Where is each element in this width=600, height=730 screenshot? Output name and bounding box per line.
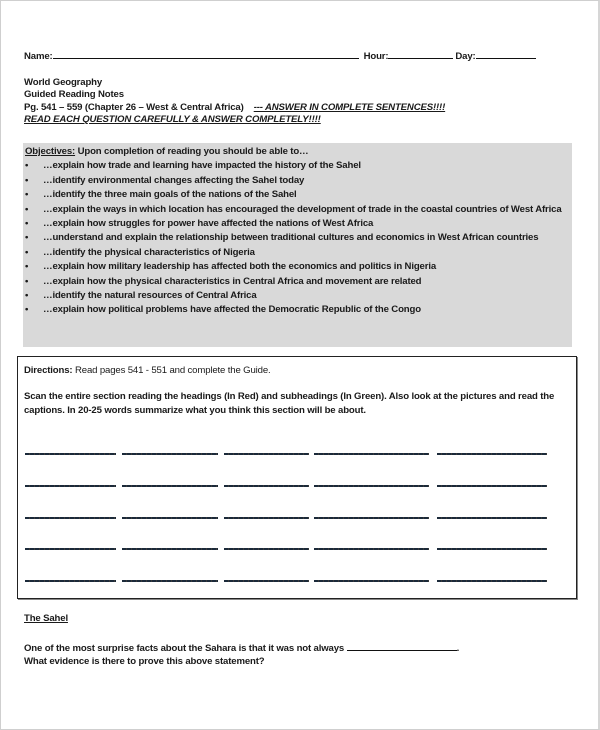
objective-item: • …identify the natural resources of Central Africa [25,289,565,303]
objectives-list [25,159,572,317]
bullet-icon: • [25,261,29,273]
section-title-sahel: The Sahel [24,613,68,624]
objectives-intro: Upon completion of reading you should be able to… [75,146,309,157]
directions-paragraph: Scan the entire section reading the headings (In Red) and subheadings (In Green). Also look at the pictures and read the captions. In 20-25 words summarize what you think this section will be about. [24,391,555,416]
instruction-complete-sentences: --- ANSWER IN COMPLETE SENTENCES!!!! [253,101,446,113]
sahel-question-1: One of the most surprise facts about the Sahara is that it was not always . [24,643,460,654]
objectives-title: Objectives: [25,146,76,157]
student-info-row [24,50,536,62]
directions-line [24,365,271,376]
bullet-icon: • [25,246,29,258]
name-field[interactable] [53,50,359,59]
day-field[interactable] [476,50,536,59]
objective-item: • …identify the physical characteristics of Nigeria [25,246,565,260]
page-range-line [24,102,445,114]
bullet-icon: • [25,232,29,244]
sahel-question-2: What evidence is there to prove this above statement? [24,656,265,668]
objective-item: • …explain how political problems have affected the Democratic Republic of the Congo [25,303,565,317]
bullet-icon: • [25,304,29,316]
bullet-icon: • [25,189,29,201]
objective-item: • …identify the three main goals of the nations of the Sahel [25,188,565,202]
sahel-answer-blank[interactable] [347,642,457,651]
bullet-icon: • [25,290,29,302]
directions-text: Read pages 541 - 551 and complete the Guide. [72,365,271,376]
sahel-questions [24,642,459,669]
objectives-box [23,143,572,347]
bullet-icon: • [25,275,29,287]
course-info [24,77,445,126]
course-subtitle: Guided Reading Notes [24,89,124,101]
answer-line[interactable] [18,517,578,520]
objective-item: • …explain how military leadership has affected both the economics and politics in Nigeria [25,260,565,274]
objective-item: • …explain the ways in which location has encouraged the development of trade in the coastal countries of West Africa [25,203,565,217]
bullet-icon: • [25,203,29,215]
hour-label: Hour: [363,51,389,62]
answer-line[interactable] [18,580,578,583]
bullet-icon: • [25,160,29,172]
answer-line[interactable] [18,548,578,551]
directions-box [17,356,577,599]
objective-item: • …identify environmental changes affecting the Sahel today [25,174,565,188]
objective-item: • …explain how trade and learning have impacted the history of the Sahel [25,159,565,173]
answer-line[interactable] [18,485,578,488]
name-label: Name: [24,51,53,62]
instruction-read-carefully: READ EACH QUESTION CAREFULLY & ANSWER COMPLETELY!!!! [24,113,321,125]
page-range: Pg. 541 – 559 (Chapter 26 – West & Central Africa) [24,101,244,113]
hour-field[interactable] [388,50,453,59]
course-title: World Geography [24,77,103,88]
bullet-icon: • [25,174,29,186]
answer-line[interactable] [18,453,578,456]
objective-item: • …explain how struggles for power have affected the nations of West Africa [25,217,565,231]
objective-item: • …explain how the physical characteristics in Central Africa and movement are related [25,275,565,289]
objective-item: • …understand and explain the relationship between traditional cultures and economics in West African countries [25,231,565,245]
directions-label: Directions: [24,365,73,376]
objectives-heading [25,145,572,159]
day-label: Day: [455,51,476,62]
bullet-icon: • [25,218,29,230]
